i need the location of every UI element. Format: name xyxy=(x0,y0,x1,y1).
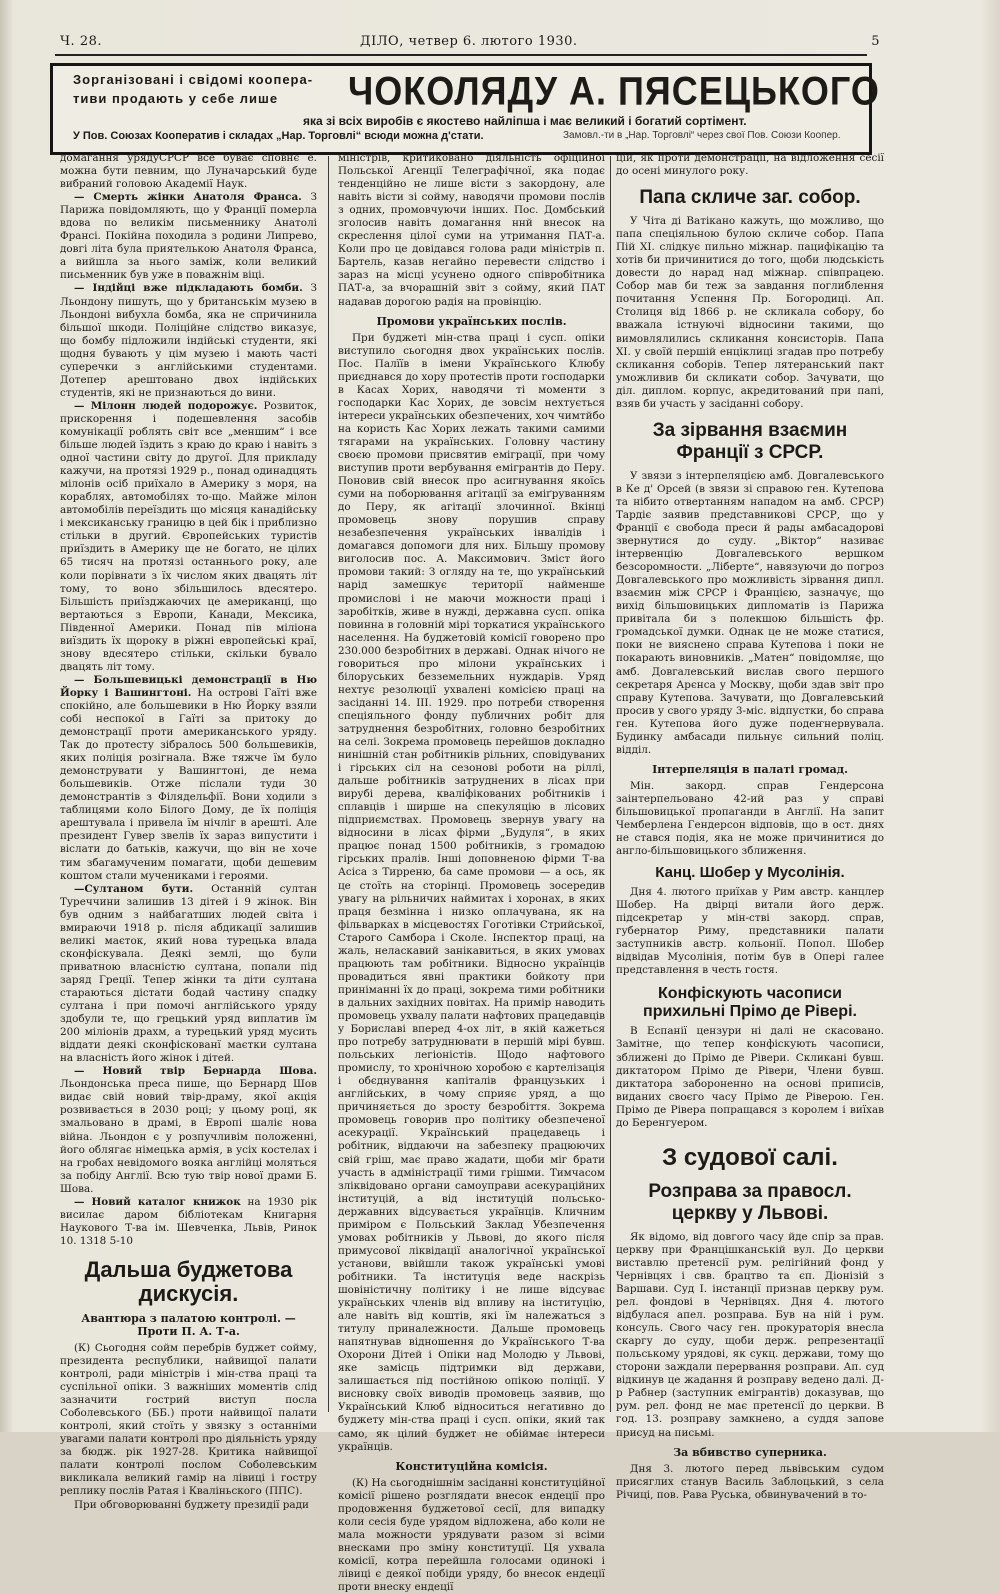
paragraph: При обговорюванні буджету президії ради xyxy=(74,1498,309,1511)
news-item xyxy=(60,883,317,1066)
paragraph: Дня 4. лютого приїхав у Рим австр. канцлер Шобер. На двірці витали його держ. підсекретар у мін-стві закорд. справ, губернатор Риму, представники палати заступників австр. кольонії. Попол. Шобер відвідав Мусолінія, потім був в Опері галее представлення в честь гостя. xyxy=(616,886,884,977)
headline: З судової салі. xyxy=(662,1143,838,1171)
column-2 xyxy=(338,152,605,1593)
news-item xyxy=(60,282,317,399)
section-heading: За вбивство суперника. xyxy=(673,1445,827,1459)
item-text: На острові Гаїті вже спокійно, але большевики в Ню Йорку взяли собі неспокої в Гаїті за притоку до демонстрації проти американського уряду. Так до протесту зібралось 500 большевиків, яких поліція розігнала. Вже тяжче їм було демонструвати у Вашингтоні, де нема большевиків. Отже післали туди 30 демонстрантів з Філядельфії. Вони ходили з таблицями коло Білого Дому, де їх поліція арештувала і привела їм нічліг в арешті. Але президент Гувер звелів їх зараз випустити і віслати до батьків, кажучи, що він не хоче тим збагамученим помагати, щоби дешевим коштом стали мучениками і героями. xyxy=(60,686,317,882)
item-heading: —Султаном бути. xyxy=(74,882,194,895)
section-heading: Промови українських послів. xyxy=(376,314,567,328)
paragraph: Як відомо, від довгого часу йде спір за прав. церкву при Францішканській вул. До церкви виставлю претенсії рум. релігійний фонд у Чернівцях і свв. брацтво та єп. Діонізій з Варшави. Суд І. інстанції признав церкву рум. рел. фондові в Чернівцях. Дня 4. лютого відбулася апел. розправа. Був на ній і рум. консуль. Свого часу ген. прокураторія внесла скаргу до суду, щоби держ. репрезентації польському урядові, як сукц. держави, тому що сторони заждали перервання розправи. Ап. суд відкинув це жадання й розправу ведено далі. Д-р Рабнер (заступник емігрантів) доказував, що рум. рел. фонд не має претенсії до церкви. В год. 13. розправу замкнено, а суддя запове присуд на письмі. xyxy=(616,1230,884,1439)
advert-brand: ЧОКОЛЯДУ А. ПЯСЕЦЬКОГО xyxy=(348,68,880,114)
subheadline: Авантюра з палатою контролі. — Проти П. А. Т-а. xyxy=(81,1311,296,1338)
column-3 xyxy=(616,152,884,1501)
item-heading: — Індійці вже підкладають бомби. xyxy=(74,282,303,295)
headline: За зірвання взаємин Франції з СРСР. xyxy=(652,419,848,463)
paragraph: При буджеті мін-ства праці і сусп. опіки виступило сьогодня двох українських послів. Пос. Палїїв в імени Українського Клюбу приєднався до хору протестів проти господарки в Касах Хорих, наводячи ті моменти з господарки Кас Хорих, де зовсім нехтується інтереси українських обезпечених, хоч чимтйбо на користь Кас Хорих лежать такими самими тягарами на українських. Головну частину своєю промови присвятив еміграції, при чому виступив проти вербування емігрантів до Перу. Поновив свій внесок про асигнування якоїсь суми на поборювання агітації за еміґруванням до Перу, як агітації злочинної. Вкінці промовець знову порушив справу незабезпечення українських інвалідів і домагався допомоги для них. Більшу промову виголосив пос. А. Максимович. Зміст його промови такий: З огляду на те, що український нарід замешкує території найменше промислові і не маючи можности праці і заробітків, живе в нужді, державна сусп. опіка повинна в головній мірі торкатися українського населення. На буджетовій комісії говорено про 230.000 безробітних в державі. Однак нічого не говориться про мілони українських і білоруських безземельних нуждарів. Уряд нехтує резолюції ухвалені комісією праці на засіданні 14. III. 1929. про потреби створення спеціяльного фонду публичних робіт для затруднення безробітних, головно безробітних на селі. Зокрема промовець перейшов докладно нинішній стан робітників рільних, сповідуваних і гірських сіл на сезонові роботи на ріллі, дальше робітників затруднених в лісах при вирубі дерева, кваліфікованих робітників і сплавців і ширше на спекуляцію в лісових підприємствах. Промовець звернув увагу на відносини в лісах фірми „Будуля“, в яких працює понад 1500 робітників, з громадою гірських пралів. Інші доповненою фірми Т-ва Асіса з Тирреню, ба саме промови — а ось, як це стоїть на сторінці. Промовець зосередив увагу на рільничих наймитах і хоронах, в яких праця безмінна і низко оплачувана, як на фільварках в місцевостях Гоготівки Стрийської, Старого Самбора і Сколе. Інспектор праці, на жаль, неласкавий занікавиться, в яких умовах працюють там робітники. Відносно українців провадиться явні практики бойкоту при приніманні їх до праці, зокрема тими робітники в дальних західних повітах. На примір наводить промовець ухвалу палати нафтових працедавців у Бориславі вперед 4-ох літ, в якій кажеться про потребу затруднювати в першій мірі бувш. польських легіоністів. Щодо нафтового промислу, то хронічною хоробою є картелізація і обєднування капіталів французьких і англійських, в чому сприяє уряд, а що причиняється до зросту безробіття. Зокрема промовець говорив про політику обезпеченої асекурації. Український працедавець і робітник, віддаючи на забезпеку працюючих свій гріш, має право жадати, щоби міг брати участь в адміністрації тими грішми. Тимчасом зліквідовано органи самоуправи асекураційних інституцій, а від інституцій польсько-державних відсувається українців. Кличним приміром є Польський Заклад Убезпечення умовах робітників у Львові, до якого після примусової ліквідації аналогічної української установи, ввійшли також українські умові робітники. Та інституція веде наскрізь шовіністичну політику і не лише відсуває українських членів від впливу на інституцію, але навіть від коштів, які їм належаться з титулу приналежности. Дальше промовець напятнував відношення до Українського Т-ва Охорони Дітей і Опіки над Молодю у Львові, яке замісць підтримки від держави, залишається під постійною опікою поліції. У висновку своїх виводів промовець заявив, що Український Клюб відноситься негативно до буджету мін-ства праці і сусп. опіки, який так само, як цілий буджет не обіймає інтереси українців. xyxy=(338,331,605,1453)
paragraph: Мін. закорд. справ Гендерсона заінтерпельовано 42-ий раз у справі більшовицької пропаганди в Англії. На запит Чемберлена Гендерсон відповів, що в ост. днях не стався подія, яка не може причинитися до англо-більшовицького зближення. xyxy=(616,779,884,858)
item-text: Льондонська преса пише, що Бернард Шов видає свій новий твір-драму, якої акція розвивається в 2030 році; у цьому році, як змальовано в драмі, в Европі шаліє нова війна. Льондон є у розпучливім положенні, його облягає німецька армія, в усіх костелах і на гробах невідомого вояка англійці моляться за побіду Англії. Всю тую твір нової драми Б. Шова. xyxy=(60,1078,317,1195)
headline: Розправа за правосл. церкву у Львові. xyxy=(648,1180,852,1224)
item-text: на 1930 рік висилає даром бібліотекам Книгарня Наукового Т-ва ім. Шевченка, Львів, Ринок 10. xyxy=(60,1195,317,1247)
section-heading: Інтерпеляція в палаті громад. xyxy=(652,762,848,776)
advert-line-1: Зорганізовані і свідомі коопера- xyxy=(73,72,314,87)
headline: Папа скличе заг. собор. xyxy=(639,187,861,209)
page-number: 5 xyxy=(871,34,880,49)
paragraph: В Еспанії цензури ні далі не скасовано. Замітне, що тепер конфіскують часописи, зближені до Прімо де Рівери. Скликані бувш. диктатором Прімо де Рівери, Члени бувш. диктатора забороненно на основі приписів, виданих своєго часу Прімо де Ріверою. Ген. Прімо де Рівера попращався з королем і виїхав до Беренгуером. xyxy=(616,1025,884,1129)
paragraph: домагання урядуСРСР все буває сповнє е. можна бути певним, що Луначарський буде вибраний головою Академії Наук. xyxy=(60,152,317,191)
masthead-date: ДІЛО, четвер 6. лютого 1930. xyxy=(360,34,578,49)
section-heading: Конституційна комісія. xyxy=(395,1459,548,1473)
news-item xyxy=(60,400,317,674)
item-text: З Парижа повідомляють, що у Франції померла вдова по великім письменнику Анатолі Франсі. Покійна походила з родини Липрево, довгі літа була приятелькою Анатоля Франса, а вийшла за нього заміж, коли великий письменник був уже в поважнім віці. xyxy=(60,191,317,282)
chocolate-advert xyxy=(50,63,880,155)
headline: Канц. Шобер у Мусолінія. xyxy=(655,864,845,882)
column-1 xyxy=(60,152,318,1511)
item-heading: — Мілонн людей подорожує. xyxy=(74,399,258,412)
news-item xyxy=(60,1065,317,1195)
advert-line-2: тиви продають у себе лише xyxy=(73,91,279,106)
running-header xyxy=(60,34,880,54)
paragraph: цій, як проти демонстрації, на відложення сесії до осені минулого року. xyxy=(616,152,884,178)
headline: Конфіскують часописи прихильні Прімо де Рівері. xyxy=(643,985,857,1021)
column-rule-2 xyxy=(610,156,611,1412)
header-rule xyxy=(55,54,867,56)
item-heading: — Новий твір Бернарда Шова. xyxy=(74,1065,317,1078)
item-text: Останній султан Туреччини залишив 13 дітей і 9 жінок. Він був одним з найбагатших людей світа і вмираючи 1918 р. після абдикації залишив великі маєток, який нова турецька влада сконфіскувала. Деякі землі, що були приватною власністю султана, попали під заряд Греції. Тепер жінки та діти султана стараються дістати бодай частину спадку султана і при помочі англійського уряду здобули те, що грецький уряд виплатив їм 200 міліонів драхм, а турецький уряд мусить віддати деякі сконфіскованї маєтки султана на власність його жінок і дітей. xyxy=(60,882,317,1065)
advert-line-3: яка зі всіх виробів є якостево найліпша і має великий і богатий сортімент. xyxy=(303,114,747,128)
page-label: Ч. 28. xyxy=(60,34,102,49)
paragraph: У Чіта ді Ватікано кажуть, що можливо, що папа спеціяльною булою скличе собор. Папа Пій XI. слідкує пильно міжнар. пацифікацію та хотів би причинитися до того, щоби людськість довести до нарад над міжнар. співпрацею. Собор мав би теж за завдання поглиблення почитання Успення Пр. Богородиці. Ап. Столиця від 1866 р. не скликала собору, бо вважала істнуючі відносини такими, що вимовлялились скликання консисторів. Папа XI. у своїй першій енціклиці згадав про потребу скликання соборів. Тепер лятеранський пакт уможливив би скликати собор. Зачувати, що діл. диплом. корпус, акредитований при папі, взяв би участь у засіданні собору. xyxy=(616,215,884,410)
ad-tag: 1318 5-10 xyxy=(79,1234,133,1247)
item-heading: — Новий каталог книжок xyxy=(74,1195,241,1208)
paragraph: міністрів, критиковано діяльність офіційної Польської Агенції Телеграфічної, яка подає тенденційно не лише вісти з закордону, але навіть вісти зі сойму, наводячи промови послів з одних, промовчуючи інших. Пос. Домбський зголосив навіть домагання ннй внесок на скреслення цілої суми на утримання ПАТ-а. Коли про це довідався голова ради міністрів п. Бартель, казав негайно перевести слідство і зараз на місці усунено одного співробітника ПАТ-а, за вчорашній звіт з сойму, який ПАТ надавав дорогою радія на провінцію. xyxy=(338,152,605,308)
item-text: З Льондону пишуть, що у британськім музею в Льондоні вибухла бомба, яка не спричинила більшої шкоди. Поліційне слідство виказує, що бомбу підложили індійські студенти, які щодня бувають у цім музею і мають часті суперечки з англійськими студентами. Дотепер арештовано двох індійських студентів, які не признаються до вини. xyxy=(60,282,318,399)
column-rule-1 xyxy=(328,156,329,1412)
news-item xyxy=(60,191,317,282)
advert-line-4: У Пов. Союзах Кооператив і складах „Нар. Торговлі“ всюди можна д'стати. xyxy=(73,130,484,142)
paragraph: У звязи з інтерпеляцією амб. Довгалевського в Ке д' Орсей (в звязи зі справою ген. Кутепова та нібито отвертанням нападом на амб. СРСР) Тардіє заявив представникові СРСР, що у Франції є свобода преси й рады амбасадорові звернутися до суду. „Віктор“ називає інтервенцію Довгалевського вершком безсоромности. „Ліберте“, навязуючи до погроз Довгалевського про можливість зірвання дипл. взаємин між СРСР і Францією, зазначує, що вихід більшовицьких дипломатів із Парижа привітала би з полекшою більшість фр. громадської думки. Однак це не може статися, поки не вияснено справа Кутепова і поки не покарають виновників. „Матен“ повідомляє, що амб. Довгалевський вислав свого першого секретаря Арєнса у Москву, щоби здав звіт про справу Кутепова. Зачувати, що Довгалевський просив у свого уряду 3-міс. відпустки, бо справа ген. Кутепова його дуже подеҥнервувала. Будинку амбасади пильнує сильний поліц. відділ. xyxy=(616,469,884,756)
paragraph: Дня 3. лютого перед львівським судом присяглих станув Василь Заблоцький, з села Річиці, пов. Рава Руська, обвинувачений в то- xyxy=(616,1462,884,1501)
advert-line-4b: Замовл.-ти в „Нар. Торговлі“ через свої Пов. Союзи Коопер. xyxy=(563,130,841,141)
item-text: Розвиток, прискорення і подешевлення засобів комунікації роблять світ все „меншим“ і все більше людей їздить з краю до краю і навіть з одної частини світу до другої. Для прикладу кажучи, на протязі 1929 р., понад одинадцять мілонів осіб приїхало в Америку з моря, на кораблях, автомобілях то-що. Майже мілон автомобілів переїздить що місяця канадійську і мексиканську границю в цей бік і приблизно стільки в другий. Європейських туристів приїздить в Америку ще не богато, не цілих 65 тисяч на протязі останнього року, але коли порівнати з їх числом яких двацять літ тому, то воно збільшилось вдесятеро. Більшість приїзджаючих це американці, що вертаються з Европи, Канади, Мексика, Південної Америки. Понад пів міліона виїздить їх щороку в ріжні европейські краї, знову вдесятеро стільки, скільки бувало двацять літ тому. xyxy=(60,399,318,673)
item-heading: — Смерть жінки Анатоля Франса. xyxy=(74,191,302,204)
paragraph: (К) Сьогодня сойм перебрів буджет сойму, президента республики, найвищої палати контролі, ради міністрів і мін-ства праці та суспільної опіки. З важніших моментів слід зазначити гострий виступ посла Соболевського (ББ.) проти найвищої палати контролі, який стоїть у звязку з останніми увагами палати контролі про діяльність уряду за бюдж. рік 1927-28. Критика найвищої палати контролі послом Соболевським викликала великий гамір на лівиці і гостру реплику послів Ратая і Кваліньского (ППС). xyxy=(60,1341,317,1498)
headline-budget-debate: Дальша буджетова дискусія. xyxy=(84,1256,293,1306)
item-heading: — Большевицькі демонстрації в Ню Йорку і Вашингтоні. xyxy=(60,673,317,699)
paragraph: (К) На сьогоднішнім засіданні конституційної комісії рішено розглядати внесок ендеції про продовження буджетової сесії, для випадку коли сесія буде урядом відложена, або коли не мала можности урядувати разом зі всіми внесками про зміну конституції. Ця ухвала комісії, котра перейшла голосами одинокі і лівиці є деякої побіди уряду, бо внесок ендеції проти внеску ендеції xyxy=(338,1476,605,1593)
news-item xyxy=(60,1196,317,1248)
news-item xyxy=(60,674,317,883)
